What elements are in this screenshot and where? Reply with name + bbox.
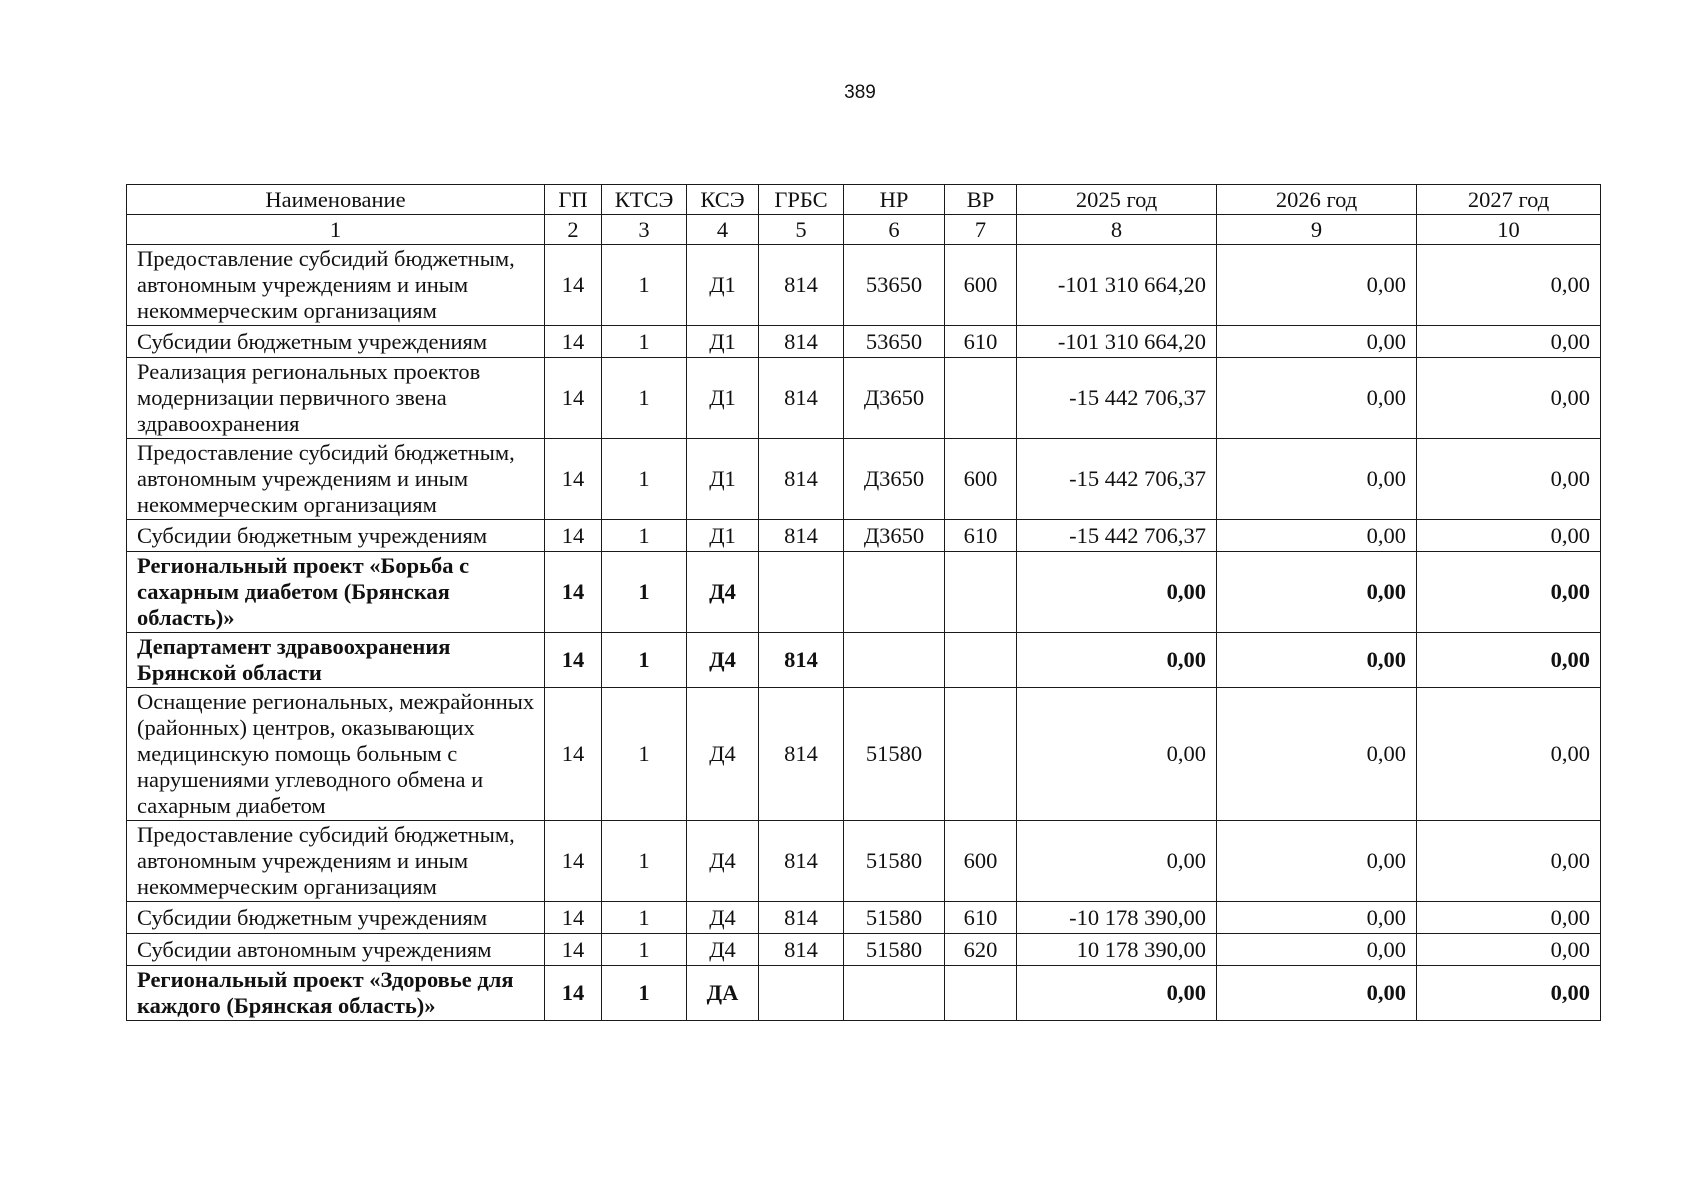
row-ktse: 1	[602, 358, 687, 439]
row-ktse: 1	[602, 966, 687, 1021]
header-cell-name: Наименование	[127, 185, 545, 215]
row-amount-2027: 0,00	[1417, 966, 1601, 1021]
row-grbs: 814	[759, 934, 844, 966]
header-cell-gp: ГП	[545, 185, 602, 215]
row-amount-2027: 0,00	[1417, 245, 1601, 326]
table-row	[127, 633, 1601, 688]
column-number-cell: 6	[844, 215, 945, 245]
row-amount-2027: 0,00	[1417, 439, 1601, 520]
row-name: Субсидии бюджетным учреждениям	[127, 326, 545, 358]
header-cell-2027: 2027 год	[1417, 185, 1601, 215]
row-amount-2025: -15 442 706,37	[1017, 520, 1217, 552]
row-name: Региональный проект «Борьба с сахарным диабетом (Брянская область)»	[127, 552, 545, 633]
row-kse: Д4	[687, 688, 759, 821]
row-grbs: 814	[759, 245, 844, 326]
row-ktse: 1	[602, 520, 687, 552]
row-nr: 53650	[844, 326, 945, 358]
row-grbs	[759, 552, 844, 633]
row-amount-2027: 0,00	[1417, 821, 1601, 902]
row-name: Реализация региональных проектов модернизации первичного звена здравоохранения	[127, 358, 545, 439]
row-gp: 14	[545, 520, 602, 552]
row-kse: ДА	[687, 966, 759, 1021]
column-number-cell: 5	[759, 215, 844, 245]
row-nr: Д3650	[844, 439, 945, 520]
row-name: Предоставление субсидий бюджетным, автономным учреждениям и иным некоммерческим организациям	[127, 245, 545, 326]
table-body	[127, 245, 1601, 1021]
row-amount-2027: 0,00	[1417, 633, 1601, 688]
row-amount-2026: 0,00	[1217, 966, 1417, 1021]
row-ktse: 1	[602, 439, 687, 520]
row-amount-2025: -101 310 664,20	[1017, 326, 1217, 358]
row-kse: Д4	[687, 821, 759, 902]
column-number-row	[127, 215, 1601, 245]
row-name: Региональный проект «Здоровье для каждого (Брянская область)»	[127, 966, 545, 1021]
row-gp: 14	[545, 688, 602, 821]
table-header	[127, 185, 1601, 245]
row-grbs: 814	[759, 439, 844, 520]
table-row	[127, 245, 1601, 326]
row-gp: 14	[545, 326, 602, 358]
row-amount-2027: 0,00	[1417, 902, 1601, 934]
header-cell-grbs: ГРБС	[759, 185, 844, 215]
row-ktse: 1	[602, 934, 687, 966]
header-cell-ktse: КТСЭ	[602, 185, 687, 215]
row-amount-2025: 0,00	[1017, 966, 1217, 1021]
row-kse: Д1	[687, 326, 759, 358]
row-amount-2027: 0,00	[1417, 552, 1601, 633]
row-amount-2025: 0,00	[1017, 633, 1217, 688]
column-number-cell: 4	[687, 215, 759, 245]
row-amount-2027: 0,00	[1417, 934, 1601, 966]
row-nr	[844, 633, 945, 688]
row-vr: 620	[945, 934, 1017, 966]
row-gp: 14	[545, 439, 602, 520]
row-amount-2026: 0,00	[1217, 552, 1417, 633]
row-name: Предоставление субсидий бюджетным, автономным учреждениям и иным некоммерческим организациям	[127, 439, 545, 520]
row-amount-2025: -10 178 390,00	[1017, 902, 1217, 934]
row-vr: 610	[945, 902, 1017, 934]
row-amount-2026: 0,00	[1217, 439, 1417, 520]
row-amount-2025: 0,00	[1017, 552, 1217, 633]
row-vr: 600	[945, 821, 1017, 902]
row-nr: Д3650	[844, 358, 945, 439]
table-row	[127, 520, 1601, 552]
row-vr	[945, 688, 1017, 821]
row-ktse: 1	[602, 552, 687, 633]
table-row	[127, 358, 1601, 439]
row-vr	[945, 633, 1017, 688]
row-grbs: 814	[759, 821, 844, 902]
row-kse: Д1	[687, 439, 759, 520]
table-row	[127, 326, 1601, 358]
row-gp: 14	[545, 902, 602, 934]
row-amount-2026: 0,00	[1217, 821, 1417, 902]
column-number-cell: 1	[127, 215, 545, 245]
row-kse: Д1	[687, 245, 759, 326]
row-nr: 51580	[844, 934, 945, 966]
column-number-cell: 9	[1217, 215, 1417, 245]
row-nr: 53650	[844, 245, 945, 326]
row-nr	[844, 552, 945, 633]
row-amount-2027: 0,00	[1417, 326, 1601, 358]
budget-table	[126, 184, 1601, 1021]
row-gp: 14	[545, 552, 602, 633]
row-amount-2025: -15 442 706,37	[1017, 439, 1217, 520]
row-amount-2026: 0,00	[1217, 520, 1417, 552]
row-amount-2026: 0,00	[1217, 688, 1417, 821]
table-row	[127, 821, 1601, 902]
row-nr: Д3650	[844, 520, 945, 552]
row-kse: Д1	[687, 520, 759, 552]
row-ktse: 1	[602, 326, 687, 358]
header-cell-nr: НР	[844, 185, 945, 215]
row-amount-2025: -15 442 706,37	[1017, 358, 1217, 439]
row-ktse: 1	[602, 633, 687, 688]
row-name: Субсидии бюджетным учреждениям	[127, 520, 545, 552]
row-amount-2025: 0,00	[1017, 821, 1217, 902]
row-vr: 610	[945, 520, 1017, 552]
row-grbs: 814	[759, 633, 844, 688]
row-name: Субсидии бюджетным учреждениям	[127, 902, 545, 934]
header-cell-2026: 2026 год	[1217, 185, 1417, 215]
row-gp: 14	[545, 821, 602, 902]
row-kse: Д4	[687, 934, 759, 966]
row-name: Субсидии автономным учреждениям	[127, 934, 545, 966]
row-nr: 51580	[844, 688, 945, 821]
row-vr: 600	[945, 439, 1017, 520]
row-gp: 14	[545, 358, 602, 439]
row-amount-2025: 0,00	[1017, 688, 1217, 821]
row-nr	[844, 966, 945, 1021]
row-grbs	[759, 966, 844, 1021]
row-amount-2026: 0,00	[1217, 934, 1417, 966]
row-vr: 600	[945, 245, 1017, 326]
row-kse: Д1	[687, 358, 759, 439]
row-gp: 14	[545, 966, 602, 1021]
row-kse: Д4	[687, 552, 759, 633]
table-row	[127, 934, 1601, 966]
row-grbs: 814	[759, 902, 844, 934]
row-gp: 14	[545, 633, 602, 688]
row-amount-2025: 10 178 390,00	[1017, 934, 1217, 966]
page-number: 389	[844, 82, 876, 103]
row-name: Оснащение региональных, межрайонных (районных) центров, оказывающих медицинскую помощь больным с нарушениями углеводного обмена и сахарным диабетом	[127, 688, 545, 821]
table-row	[127, 902, 1601, 934]
column-number-cell: 7	[945, 215, 1017, 245]
column-number-cell: 8	[1017, 215, 1217, 245]
row-vr	[945, 966, 1017, 1021]
row-kse: Д4	[687, 902, 759, 934]
row-nr: 51580	[844, 821, 945, 902]
header-row	[127, 185, 1601, 215]
row-grbs: 814	[759, 326, 844, 358]
row-nr: 51580	[844, 902, 945, 934]
row-gp: 14	[545, 245, 602, 326]
header-cell-vr: ВР	[945, 185, 1017, 215]
row-ktse: 1	[602, 688, 687, 821]
row-vr	[945, 552, 1017, 633]
table-row	[127, 966, 1601, 1021]
row-amount-2026: 0,00	[1217, 358, 1417, 439]
row-ktse: 1	[602, 902, 687, 934]
row-gp: 14	[545, 934, 602, 966]
row-kse: Д4	[687, 633, 759, 688]
row-grbs: 814	[759, 520, 844, 552]
row-vr	[945, 358, 1017, 439]
row-ktse: 1	[602, 245, 687, 326]
row-grbs: 814	[759, 358, 844, 439]
row-ktse: 1	[602, 821, 687, 902]
row-amount-2027: 0,00	[1417, 358, 1601, 439]
row-amount-2026: 0,00	[1217, 326, 1417, 358]
column-number-cell: 3	[602, 215, 687, 245]
row-grbs: 814	[759, 688, 844, 821]
table-row	[127, 688, 1601, 821]
row-amount-2027: 0,00	[1417, 688, 1601, 821]
column-number-cell: 10	[1417, 215, 1601, 245]
row-amount-2026: 0,00	[1217, 633, 1417, 688]
header-cell-2025: 2025 год	[1017, 185, 1217, 215]
row-amount-2026: 0,00	[1217, 245, 1417, 326]
header-cell-kse: КСЭ	[687, 185, 759, 215]
table-row	[127, 552, 1601, 633]
row-vr: 610	[945, 326, 1017, 358]
column-number-cell: 2	[545, 215, 602, 245]
row-amount-2026: 0,00	[1217, 902, 1417, 934]
row-name: Департамент здравоохранения Брянской области	[127, 633, 545, 688]
row-amount-2027: 0,00	[1417, 520, 1601, 552]
table-row	[127, 439, 1601, 520]
row-name: Предоставление субсидий бюджетным, автономным учреждениям и иным некоммерческим организациям	[127, 821, 545, 902]
row-amount-2025: -101 310 664,20	[1017, 245, 1217, 326]
